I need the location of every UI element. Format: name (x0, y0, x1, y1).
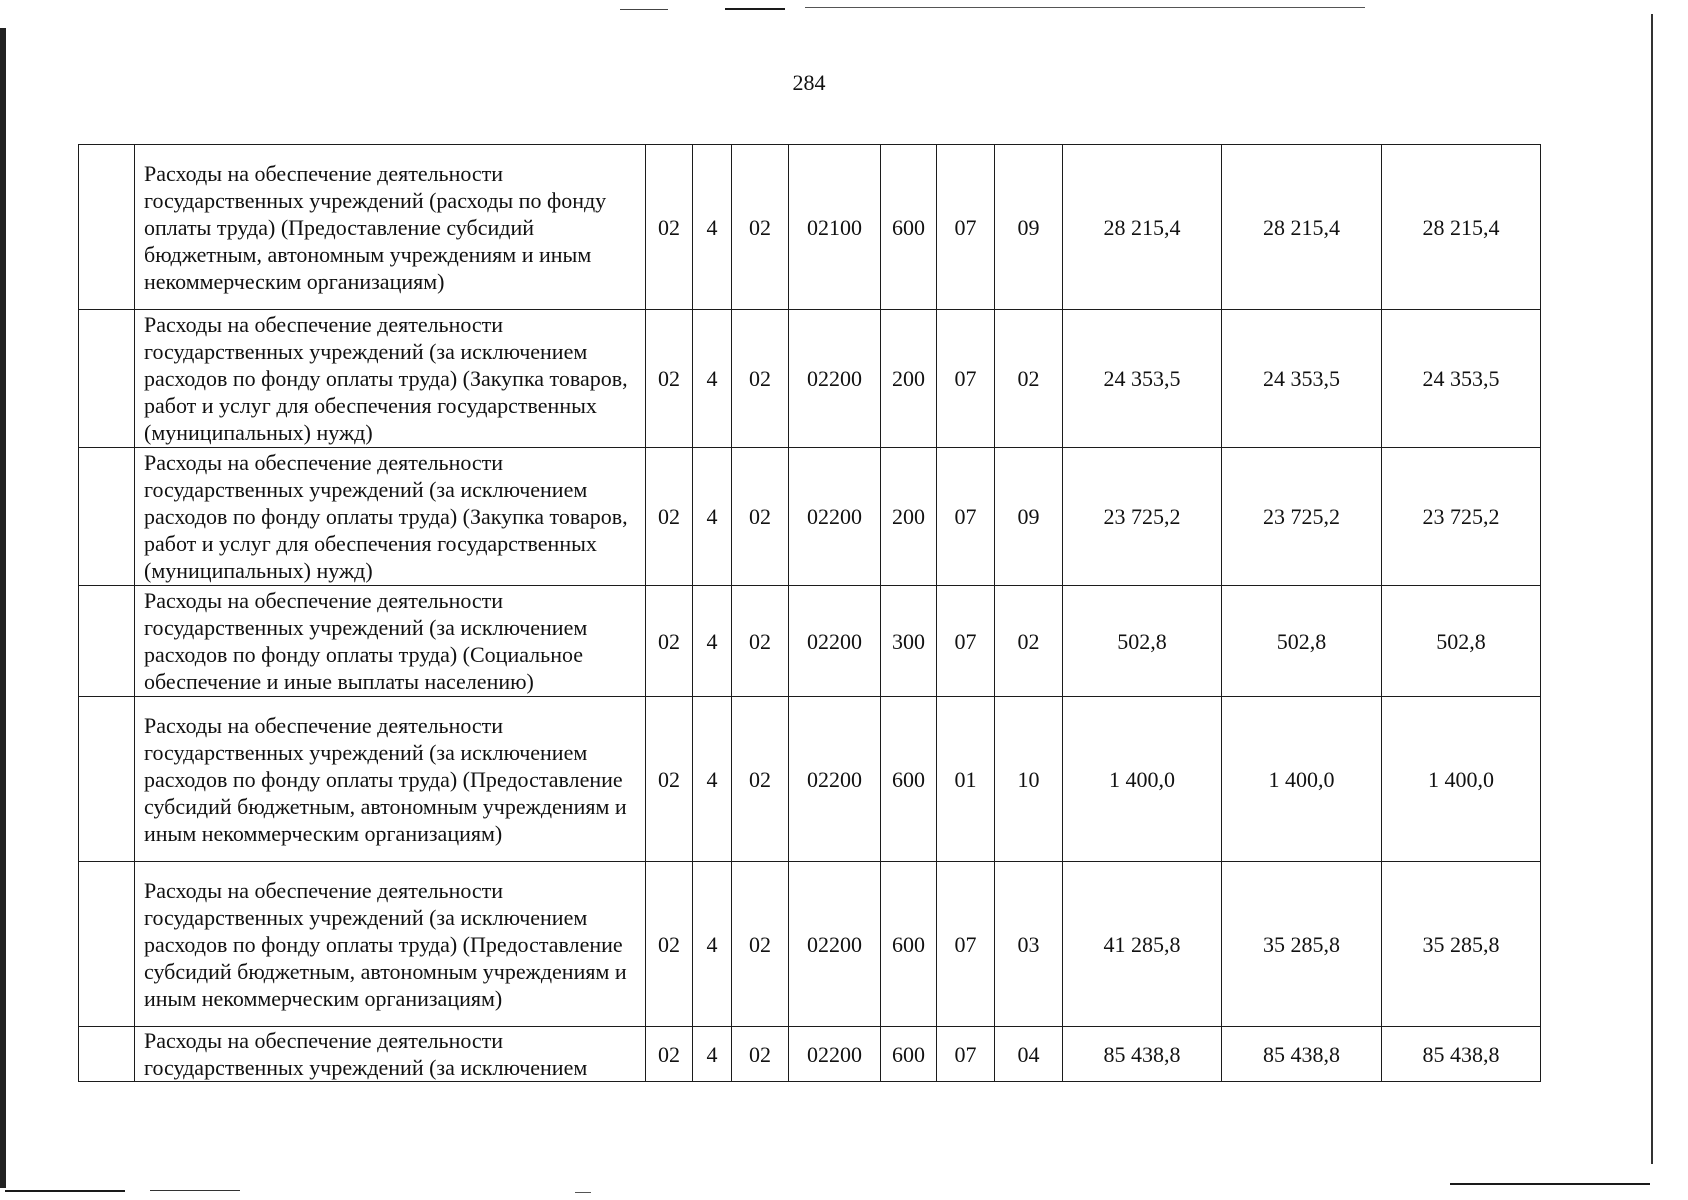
target-item-code: 02200 (789, 1027, 881, 1082)
program-code: 4 (693, 586, 732, 697)
section-code: 07 (937, 145, 995, 310)
subsection-code: 04 (995, 1027, 1063, 1082)
expense-type-code: 600 (881, 145, 937, 310)
expense-description: Расходы на обеспечение деятельности государственных учреждений (за исключением расходов по фонду оплаты труда) (Предоставление субсидий бюджетным, автономным учреждениям и иным некоммерческим организациям) (135, 697, 646, 862)
amount-year-1: 24 353,5 (1063, 310, 1222, 448)
amount-year-3: 35 285,8 (1382, 862, 1541, 1027)
scan-mark-top (620, 9, 668, 10)
target-item-code: 02200 (789, 586, 881, 697)
row-number-cell (79, 145, 135, 310)
expense-description: Расходы на обеспечение деятельности государственных учреждений (за исключением расходов по фонду оплаты труда) (Закупка товаров, работ и услуг для обеспечения государственных (муниципальных) нужд) (135, 448, 646, 586)
section-code: 01 (937, 697, 995, 862)
ministry-code: 02 (646, 310, 693, 448)
target-item-code: 02100 (789, 145, 881, 310)
table-row (79, 697, 1541, 862)
page-number: 284 (792, 70, 826, 95)
table-row (79, 145, 1541, 310)
amount-year-1: 85 438,8 (1063, 1027, 1222, 1082)
subsection-code: 09 (995, 448, 1063, 586)
table-body (79, 145, 1541, 1082)
subsection-code: 03 (995, 862, 1063, 1027)
expense-description: Расходы на обеспечение деятельности государственных учреждений (за исключением (135, 1027, 646, 1082)
ministry-code: 02 (646, 586, 693, 697)
subsection-code: 02 (995, 310, 1063, 448)
target-item-code: 02200 (789, 310, 881, 448)
scan-edge-left (0, 28, 6, 1188)
amount-year-1: 23 725,2 (1063, 448, 1222, 586)
amount-year-1: 41 285,8 (1063, 862, 1222, 1027)
scan-mark-bottom (150, 1190, 240, 1191)
expense-type-code: 600 (881, 697, 937, 862)
table-row (79, 586, 1541, 697)
amount-year-2: 23 725,2 (1222, 448, 1382, 586)
expense-description: Расходы на обеспечение деятельности государственных учреждений (расходы по фонду оплаты труда) (Предоставление субсидий бюджетным, автономным учреждениям и иным некоммерческим организациям) (135, 145, 646, 310)
subprogram-code: 02 (732, 862, 789, 1027)
amount-year-2: 1 400,0 (1222, 697, 1382, 862)
budget-table (78, 144, 1541, 1082)
subprogram-code: 02 (732, 145, 789, 310)
program-code: 4 (693, 310, 732, 448)
row-number-cell (79, 586, 135, 697)
row-number-cell (79, 697, 135, 862)
expense-type-code: 200 (881, 448, 937, 586)
amount-year-1: 502,8 (1063, 586, 1222, 697)
program-code: 4 (693, 697, 732, 862)
scan-mark-bottom (575, 1192, 591, 1193)
amount-year-3: 24 353,5 (1382, 310, 1541, 448)
target-item-code: 02200 (789, 448, 881, 586)
ministry-code: 02 (646, 697, 693, 862)
amount-year-3: 1 400,0 (1382, 697, 1541, 862)
amount-year-3: 502,8 (1382, 586, 1541, 697)
section-code: 07 (937, 448, 995, 586)
program-code: 4 (693, 862, 732, 1027)
ministry-code: 02 (646, 862, 693, 1027)
section-code: 07 (937, 586, 995, 697)
amount-year-1: 28 215,4 (1063, 145, 1222, 310)
section-code: 07 (937, 310, 995, 448)
scan-mark-bottom (1450, 1183, 1650, 1185)
section-code: 07 (937, 862, 995, 1027)
expense-description: Расходы на обеспечение деятельности государственных учреждений (за исключением расходов по фонду оплаты труда) (Закупка товаров, работ и услуг для обеспечения государственных (муниципальных) нужд) (135, 310, 646, 448)
amount-year-2: 85 438,8 (1222, 1027, 1382, 1082)
row-number-cell (79, 1027, 135, 1082)
ministry-code: 02 (646, 1027, 693, 1082)
table-row (79, 448, 1541, 586)
ministry-code: 02 (646, 448, 693, 586)
ministry-code: 02 (646, 145, 693, 310)
amount-year-3: 28 215,4 (1382, 145, 1541, 310)
expense-description: Расходы на обеспечение деятельности государственных учреждений (за исключением расходов по фонду оплаты труда) (Предоставление субсидий бюджетным, автономным учреждениям и иным некоммерческим организациям) (135, 862, 646, 1027)
subprogram-code: 02 (732, 448, 789, 586)
amount-year-3: 23 725,2 (1382, 448, 1541, 586)
table-row (79, 1027, 1541, 1082)
subsection-code: 10 (995, 697, 1063, 862)
section-code: 07 (937, 1027, 995, 1082)
amount-year-1: 1 400,0 (1063, 697, 1222, 862)
amount-year-2: 502,8 (1222, 586, 1382, 697)
table-row (79, 862, 1541, 1027)
program-code: 4 (693, 145, 732, 310)
subprogram-code: 02 (732, 697, 789, 862)
scan-mark-top (725, 8, 785, 10)
program-code: 4 (693, 1027, 732, 1082)
target-item-code: 02200 (789, 862, 881, 1027)
scan-mark-bottom (5, 1190, 125, 1192)
expense-type-code: 600 (881, 862, 937, 1027)
subprogram-code: 02 (732, 586, 789, 697)
program-code: 4 (693, 448, 732, 586)
table-row (79, 310, 1541, 448)
amount-year-2: 35 285,8 (1222, 862, 1382, 1027)
amount-year-2: 24 353,5 (1222, 310, 1382, 448)
expense-type-code: 600 (881, 1027, 937, 1082)
expense-description: Расходы на обеспечение деятельности государственных учреждений (за исключением расходов по фонду оплаты труда) (Социальное обеспечение и иные выплаты населению) (135, 586, 646, 697)
row-number-cell (79, 310, 135, 448)
subsection-code: 09 (995, 145, 1063, 310)
expense-type-code: 300 (881, 586, 937, 697)
target-item-code: 02200 (789, 697, 881, 862)
row-number-cell (79, 862, 135, 1027)
amount-year-3: 85 438,8 (1382, 1027, 1541, 1082)
subprogram-code: 02 (732, 310, 789, 448)
row-number-cell (79, 448, 135, 586)
scan-edge-right (1651, 14, 1653, 1164)
scan-mark-top (805, 7, 1365, 8)
expense-type-code: 200 (881, 310, 937, 448)
subprogram-code: 02 (732, 1027, 789, 1082)
amount-year-2: 28 215,4 (1222, 145, 1382, 310)
subsection-code: 02 (995, 586, 1063, 697)
